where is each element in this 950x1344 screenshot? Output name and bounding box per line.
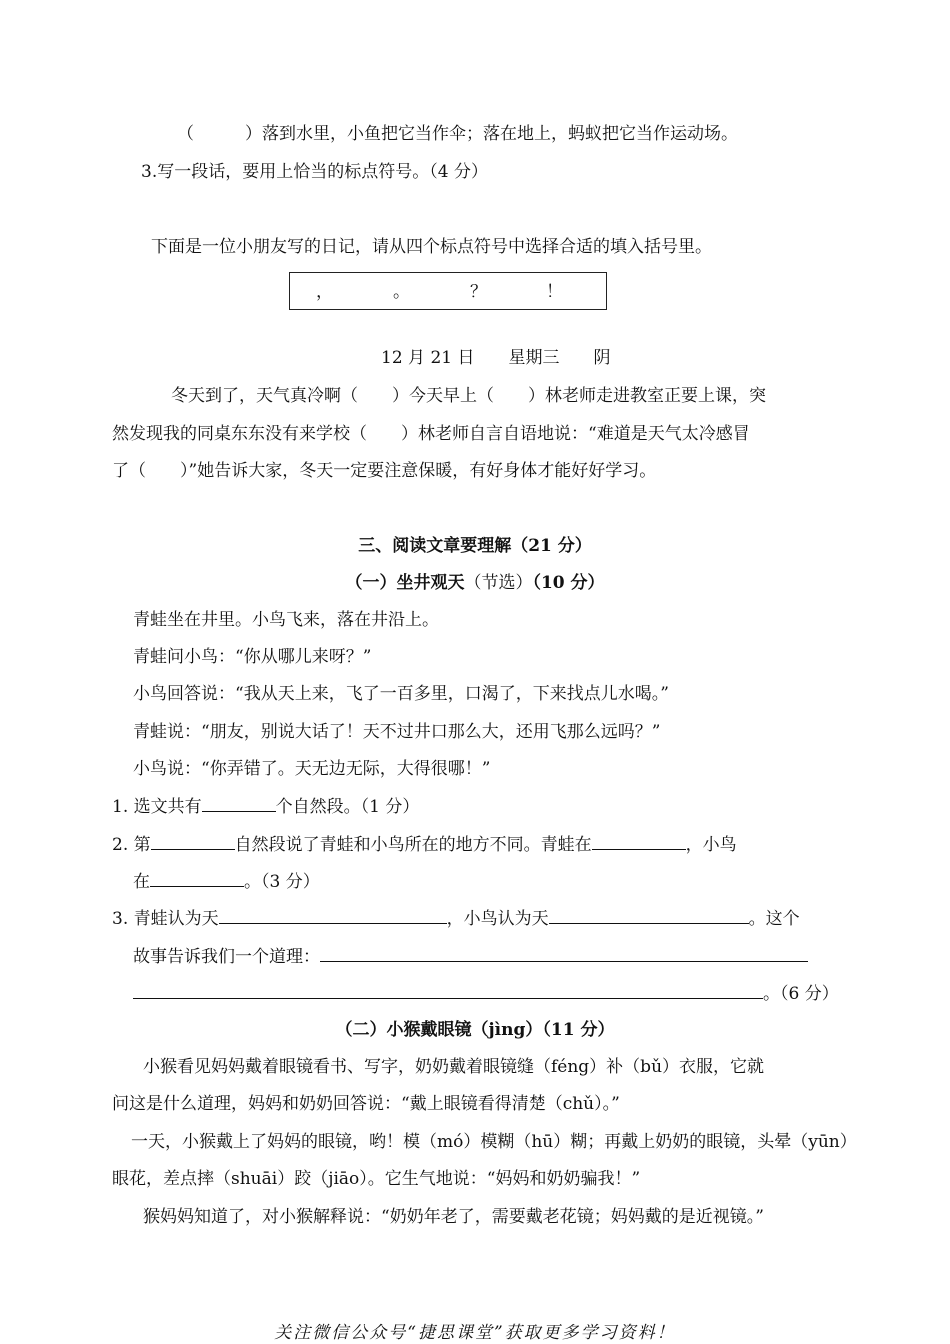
answer-blank[interactable] — [151, 833, 235, 850]
q2-text-a: 2. 第 — [112, 835, 151, 855]
answer-blank[interactable] — [133, 982, 763, 999]
punct-period: 。 — [393, 282, 410, 302]
answer-blank[interactable] — [549, 907, 749, 924]
passage1-line: 青蛙坐在井里。小鸟飞来，落在井沿上。 — [133, 610, 439, 630]
q1-text-a: 1. 选文共有 — [112, 797, 202, 817]
passage1-line: 小鸟回答说：“我从天上来，飞了一百多里，口渴了，下来找点儿水喝。” — [133, 684, 669, 704]
punct-exclaim: ！ — [546, 282, 563, 302]
question-1 — [112, 795, 419, 818]
q3-text-e: 。（6 分） — [763, 984, 839, 1004]
s1-score: （10 分） — [532, 573, 605, 593]
question-3-title: 3.写一段话，要用上恰当的标点符号。（4 分） — [141, 162, 488, 182]
q3-text-d: 故事告诉我们一个道理： — [133, 947, 320, 967]
answer-blank[interactable] — [202, 795, 276, 812]
passage1-line: 小鸟说：“你弄错了。天无边无际，大得很哪！” — [133, 759, 491, 779]
diary-line: 然发现我的同桌东东没有来学校（ ）林老师自言自语地说：“难道是天气太冷感冒 — [112, 424, 750, 444]
passage2-line: 问这是什么道理，妈妈和奶奶回答说：“戴上眼镜看得清楚（chǔ）。” — [112, 1094, 620, 1114]
q1-text-b: 个自然段。（1 分） — [275, 797, 420, 817]
answer-blank[interactable] — [150, 870, 244, 887]
footer-note: 关注微信公众号“捷思课堂”获取更多学习资料！ — [274, 1323, 676, 1343]
s1-note: （节选） — [464, 573, 533, 593]
answer-blank[interactable] — [592, 833, 686, 850]
q2-text-d: 在 — [133, 872, 150, 892]
diary-line: 冬天到了，天气真冷啊（ ）今天早上（ ）林老师走进教室正要上课，突 — [171, 386, 766, 406]
passage2-line: 猴妈妈知道了，对小猴解释说：“奶奶年老了，需要戴老花镜；妈妈戴的是近视镜。” — [143, 1207, 764, 1227]
section-title: 三、阅读文章要理解（21 分） — [358, 536, 592, 556]
answer-blank[interactable] — [320, 945, 808, 962]
question-2 — [112, 833, 737, 856]
q3-text-a: 3. 青蛙认为天 — [112, 909, 219, 929]
question-3-cont2 — [133, 982, 839, 1005]
q2-text-e: 。（3 分） — [244, 872, 320, 892]
q3-text-b: ，小鸟认为天 — [446, 909, 549, 929]
q2-text-b: 自然段说了青蛙和小鸟所在的地方不同。青蛙在 — [234, 835, 592, 855]
diary-date: 12 月 21 日 星期三 阴 — [381, 348, 611, 368]
s1-title: （一）坐井观天 — [345, 573, 465, 593]
punct-comma: ， — [316, 282, 333, 302]
passage2-line: 一天，小猴戴上了妈妈的眼镜，哟！模（mó）模糊（hū）糊；再戴上奶奶的眼镜，头晕（yūn） — [131, 1132, 857, 1152]
passage2-line: 小猴看见妈妈戴着眼镜看书、写字，奶奶戴着眼镜缝（féng）补（bǔ）衣服，它就 — [143, 1057, 765, 1077]
passage1-line: 青蛙说：“朋友，别说大话了！天不过井口那么大，还用飞那么远吗？” — [133, 722, 661, 742]
q2-text-c: ，小鸟 — [685, 835, 737, 855]
instruction-text: 下面是一位小朋友写的日记，请从四个标点符号中选择合适的填入括号里。 — [151, 237, 712, 257]
subsection-2-title: （二）小猴戴眼镜（jìng）（11 分） — [335, 1020, 615, 1040]
q3-text-c: 。这个 — [748, 909, 800, 929]
subsection-1-title — [0, 572, 950, 594]
punctuation-box — [289, 272, 607, 310]
passage1-line: 青蛙问小鸟：“你从哪儿来呀？” — [133, 647, 372, 667]
question-2-cont — [133, 870, 320, 893]
question-3 — [112, 907, 800, 930]
punct-question: ？ — [470, 282, 487, 302]
question-3-cont — [133, 945, 808, 968]
passage2-line: 眼花，差点摔（shuāi）跤（jiāo）。它生气地说：“妈妈和奶奶骗我！” — [112, 1169, 641, 1189]
diary-line: 了（ ）”她告诉大家，冬天一定要注意保暖，有好身体才能好好学习。 — [112, 461, 657, 481]
question-line-prev: （ ）落到水里，小鱼把它当作伞；落在地上，蚂蚁把它当作运动场。 — [177, 124, 738, 144]
answer-blank[interactable] — [219, 907, 447, 924]
